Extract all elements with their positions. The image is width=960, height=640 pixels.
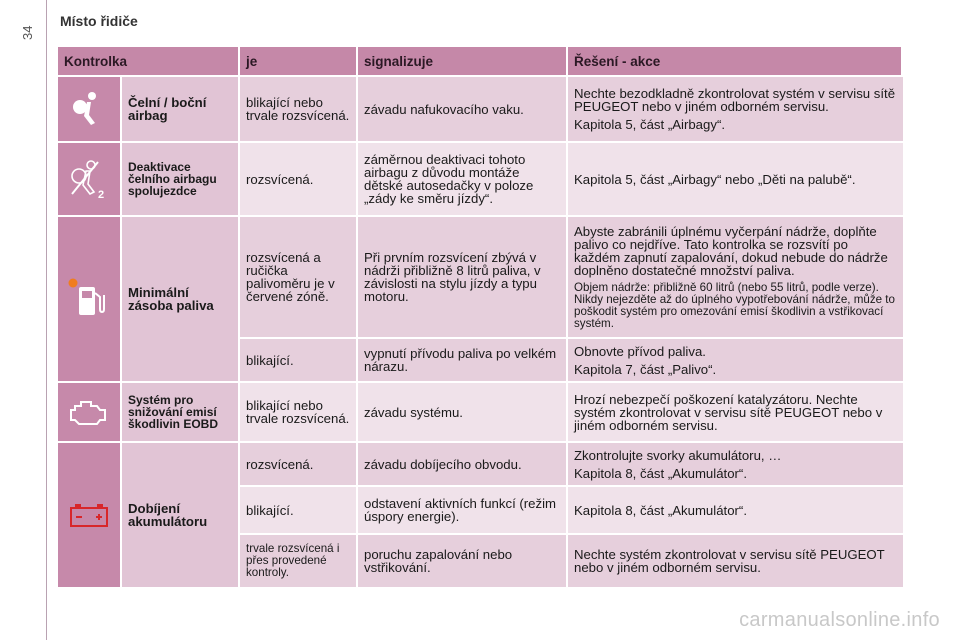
- table-row-battery-charge: [58, 443, 903, 485]
- warning-state: blikající.: [240, 487, 358, 533]
- table-row-eobd: [58, 383, 903, 441]
- warning-signal: závadu nafukovacího vaku.: [358, 77, 568, 141]
- solution-note: Objem nádrže: přibližně 60 litrů (nebo 55 litrů, podle verze). Nikdy nejezděte až do úplného vypotřebování nádrže, může to poškodit systém pro omezování emisí škodlivin a vstřikovací systém.: [574, 280, 895, 330]
- warning-state: blikající.: [240, 339, 358, 381]
- warning-solution: [568, 217, 903, 337]
- warning-signal: závadu dobíjecího obvodu.: [358, 443, 568, 485]
- warning-signal: vypnutí přívodu paliva po velkém nárazu.: [358, 339, 568, 381]
- warning-solution: [568, 383, 903, 441]
- warning-state: blikající nebo trvale rozsvícená.: [240, 383, 358, 441]
- icon-cell: [58, 443, 122, 587]
- warning-name: Minimální zásoba paliva: [122, 217, 240, 381]
- warning-name: Systém pro snižování emisí škodlivin EOBD: [122, 383, 240, 441]
- passenger-airbag-off-icon: [68, 158, 110, 200]
- warning-state: blikající nebo trvale rozsvícená.: [240, 77, 358, 141]
- column-header-signalizuje: signalizuje: [358, 47, 568, 75]
- svg-text:2: 2: [98, 189, 105, 200]
- solution-reference: Kapitola 5, část „Airbagy“.: [574, 117, 725, 132]
- column-header-reseni: Řešení - akce: [568, 47, 903, 75]
- battery-icon: [67, 500, 111, 530]
- solution-text: Nechte systém zkontrolovat v servisu sítě PEUGEOT nebo v jiném odborném servisu.: [574, 547, 885, 575]
- table-row-airbag-off: [58, 143, 903, 215]
- page-number: 34: [20, 25, 35, 40]
- warning-state: rozsvícená.: [240, 443, 358, 485]
- warning-signal: poruchu zapalování nebo vstřikování.: [358, 535, 568, 587]
- table-row-airbag: [58, 77, 903, 141]
- solution-reference: Kapitola 7, část „Palivo“.: [574, 361, 717, 377]
- warning-state: rozsvícená a ručička palivoměru je v červené zóně.: [240, 217, 358, 337]
- warning-name: Čelní / boční airbag: [122, 77, 240, 141]
- warning-signal: závadu systému.: [358, 383, 568, 441]
- warning-solution: [568, 535, 903, 587]
- warning-state: trvale rozsvícená i přes provedené kontroly.: [240, 535, 358, 587]
- warning-signal: záměrnou deaktivaci tohoto airbagu z důvodu montáže dětské autosedačky v poloze „zády ke směru jízdy“.: [358, 143, 568, 215]
- solution-text: Hrozí nebezpečí poškození katalyzátoru. Nechte systém zkontrolovat v servisu sítě PEUGEOT nebo v jiném odborném servisu.: [574, 391, 883, 433]
- table-row-fuel: [58, 217, 903, 337]
- solution-text: Obnovte přívod paliva.: [574, 343, 706, 359]
- solution-text: Zkontrolujte svorky akumulátoru, …: [574, 447, 782, 463]
- section-title: Místo řidiče: [60, 13, 138, 29]
- watermark: carmanualsonline.info: [739, 609, 940, 631]
- icon-cell: [58, 143, 122, 215]
- column-header-je: je: [240, 47, 358, 75]
- column-header-kontrolka: Kontrolka: [58, 47, 240, 75]
- icon-cell: [58, 217, 122, 381]
- solution-reference: Kapitola 8, část „Akumulátor“.: [574, 465, 747, 481]
- fuel-pump-icon: [67, 277, 111, 321]
- warning-signal: Při prvním rozsvícení zbývá v nádrži přibližně 8 litrů paliva, v závislosti na stylu jízdy a typu motoru.: [358, 217, 568, 337]
- page-margin-rule: [46, 0, 47, 640]
- engine-check-icon: [67, 396, 111, 428]
- solution-text: Kapitola 5, část „Airbagy“ nebo „Děti na palubě“.: [574, 171, 856, 187]
- table-header-row: [58, 47, 903, 75]
- solution-reference: Kapitola 8, část „Akumulátor“.: [574, 502, 747, 518]
- warning-name: Deaktivace čelního airbagu spolujezdce: [122, 143, 240, 215]
- solution-text: Abyste zabránili úplnému vyčerpání nádrže, doplňte palivo co nejdříve. Tato kontrolka se rozsvítí po každém zapnutí zapalování, dokud nebude do nádrže doplněno dostatečné množství paliva.: [574, 223, 888, 278]
- airbag-warning-icon: [69, 89, 109, 129]
- icon-cell: [58, 77, 122, 141]
- warning-solution: [568, 487, 903, 533]
- warning-signal: odstavení aktivních funkcí (režim úspory energie).: [358, 487, 568, 533]
- warning-name: Dobíjení akumulátoru: [122, 443, 240, 587]
- warning-state: rozsvícená.: [240, 143, 358, 215]
- solution-text: Nechte bezodkladně zkontrolovat systém v servisu sítě PEUGEOT nebo v jiném odborném servisu.: [574, 86, 896, 114]
- warning-lights-table: [58, 45, 903, 589]
- warning-solution: [568, 339, 903, 381]
- icon-cell: [58, 383, 122, 441]
- warning-solution: [568, 77, 903, 141]
- warning-solution: [568, 143, 903, 215]
- warning-solution: [568, 443, 903, 485]
